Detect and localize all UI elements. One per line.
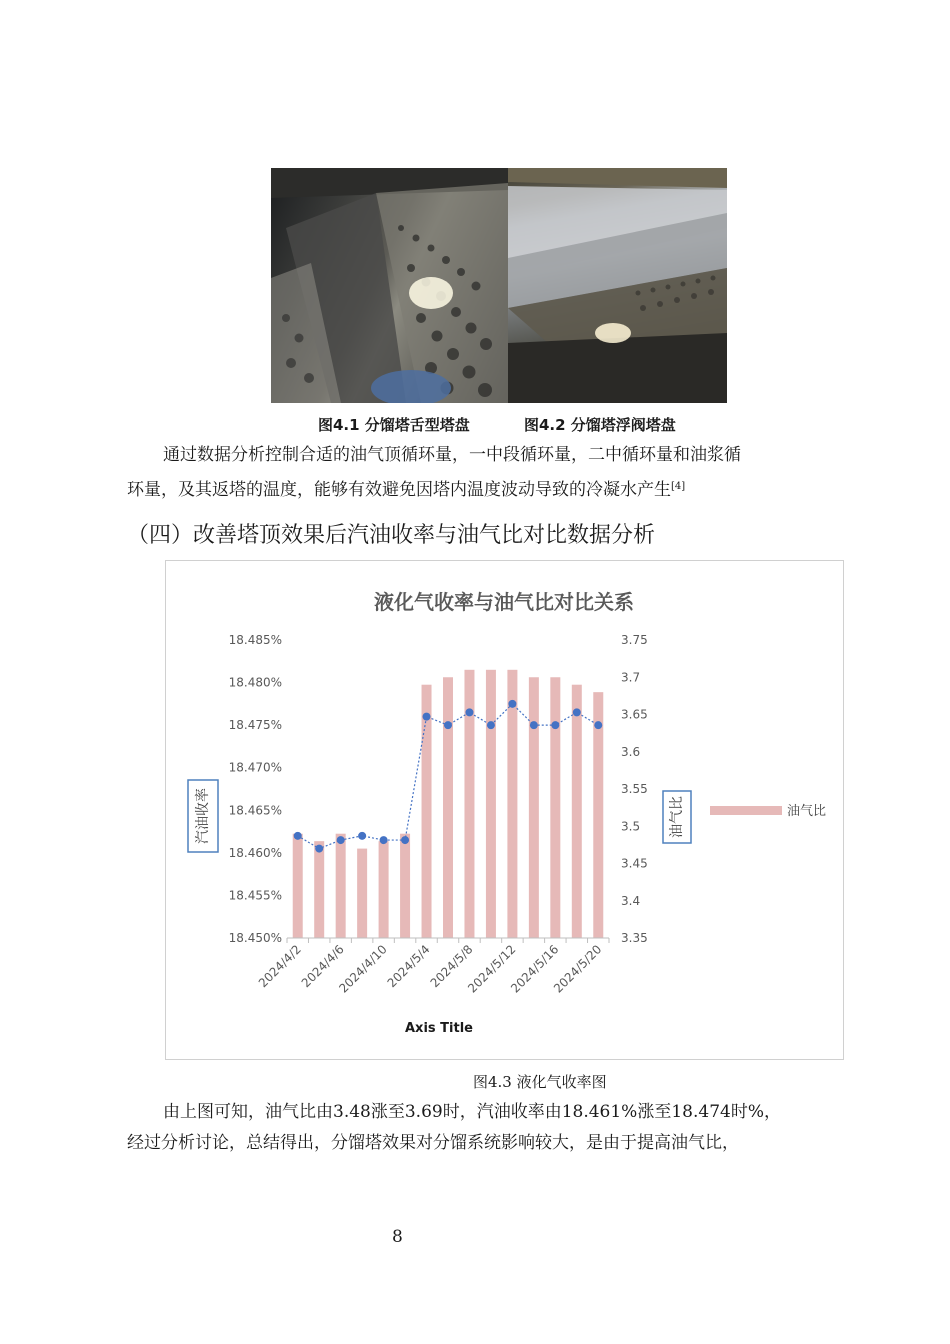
legend-swatch (710, 806, 782, 815)
y-left-axis-title: 汽油收率 (195, 788, 211, 844)
y-right-tick-label: 3.7 (621, 670, 641, 685)
chart-title: 液化气收率与油气比对比关系 (374, 590, 634, 614)
section-heading: （四）改善塔顶效果后汽油收率与油气比对比数据分析 (127, 523, 656, 548)
bar (400, 834, 410, 938)
paragraph-line: 通过数据分析控制合适的油气顶循环量，一中段循环量，二中循环量和油浆循 (163, 445, 741, 465)
legend-label: 油气比 (787, 804, 827, 819)
figure-caption-4-2: 图4.2 分馏塔浮阀塔盘 (524, 416, 676, 434)
x-axis-title: Axis Title (405, 1021, 473, 1036)
y-right-tick-label: 3.45 (621, 856, 648, 871)
line-point (358, 832, 366, 840)
paragraph-circulation (127, 440, 827, 506)
y-left-tick-label: 18.485% (228, 633, 282, 647)
line-point (423, 713, 431, 721)
line-point (444, 721, 452, 729)
chart-axes (287, 938, 609, 943)
bar (550, 677, 560, 938)
line-point (573, 708, 581, 716)
y-right-tick-label: 3.4 (621, 893, 641, 908)
bar (293, 834, 303, 938)
x-tick-label: 2024/4/6 (298, 942, 347, 991)
page-number: 8 (392, 1227, 403, 1247)
paragraph-text: 环量，及其返塔的温度，能够有效避免因塔内温度波动导致的冷凝水产生 (127, 480, 671, 500)
y-right-tick-label: 3.35 (621, 931, 648, 945)
y-right-tick-label: 3.5 (621, 819, 641, 834)
bar (507, 670, 517, 938)
line-point (315, 845, 323, 853)
citation-ref: [4] (671, 481, 686, 492)
bar (379, 841, 389, 938)
line-point (465, 708, 473, 716)
line-point (551, 721, 559, 729)
bar (357, 849, 367, 938)
y-left-tick-label: 18.455% (228, 888, 282, 903)
paragraph-line (127, 471, 827, 506)
photo-tongue-tray (271, 168, 508, 403)
y-right-tick-label: 3.75 (621, 633, 648, 647)
x-tick-label: 2024/5/4 (384, 942, 433, 991)
y-left-tick-label: 18.460% (228, 845, 282, 860)
bar (572, 685, 582, 938)
y-right-axis-title: 油气比 (669, 796, 685, 838)
bar (336, 834, 346, 938)
line-point (294, 832, 302, 840)
combo-chart (166, 561, 843, 1059)
y-left-tick-label: 18.480% (228, 675, 282, 690)
x-tick-label: 2024/5/12 (465, 942, 519, 996)
paragraph-line: 由上图可知，油气比由3.48涨至3.69时，汽油收率由18.461%涨至18.474时%， (163, 1102, 781, 1122)
line-point (594, 721, 602, 729)
y-right-tick-label: 3.6 (621, 744, 641, 759)
x-tick-label: 2024/5/20 (550, 942, 605, 996)
y-left-tick-label: 18.470% (228, 760, 282, 775)
photo-float-valve-tray (508, 168, 727, 403)
line-point (487, 721, 495, 729)
y-left-tick-label: 18.475% (228, 718, 282, 733)
bar-series (293, 670, 604, 938)
photo-tongue-tray-illustration (271, 168, 508, 403)
line-point (530, 721, 538, 729)
x-tick-label: 2024/4/2 (255, 942, 304, 991)
right-axis-ticks (621, 633, 648, 945)
bar (486, 670, 496, 938)
paragraph-line: 经过分析讨论，总结得出，分馏塔效果对分馏系统影响较大，是由于提高油气比， (127, 1133, 739, 1153)
x-tick-label: 2024/5/8 (427, 942, 476, 991)
line-point (337, 836, 345, 844)
y-right-tick-label: 3.55 (621, 782, 648, 796)
bar (422, 685, 432, 938)
line-point (508, 700, 516, 708)
y-left-tick-label: 18.450% (228, 931, 282, 945)
y-right-tick-label: 3.65 (621, 707, 648, 722)
x-axis-ticks (256, 942, 605, 995)
bar (314, 841, 324, 938)
line-point (380, 836, 388, 844)
x-tick-label: 2024/4/10 (336, 942, 390, 996)
chart-container (165, 560, 844, 1060)
y-left-tick-label: 18.465% (228, 803, 282, 818)
paragraph-conclusion (127, 1097, 827, 1159)
x-tick-label: 2024/5/16 (508, 942, 562, 996)
bar (443, 677, 453, 938)
line-point (401, 836, 409, 844)
bar (529, 677, 539, 938)
figure-caption-4-3: 图4.3 液化气收率图 (473, 1073, 607, 1091)
photo-float-valve-tray-illustration (508, 168, 727, 403)
figure-caption-4-1: 图4.1 分馏塔舌型塔盘 (318, 416, 470, 434)
left-axis-ticks (229, 633, 282, 945)
